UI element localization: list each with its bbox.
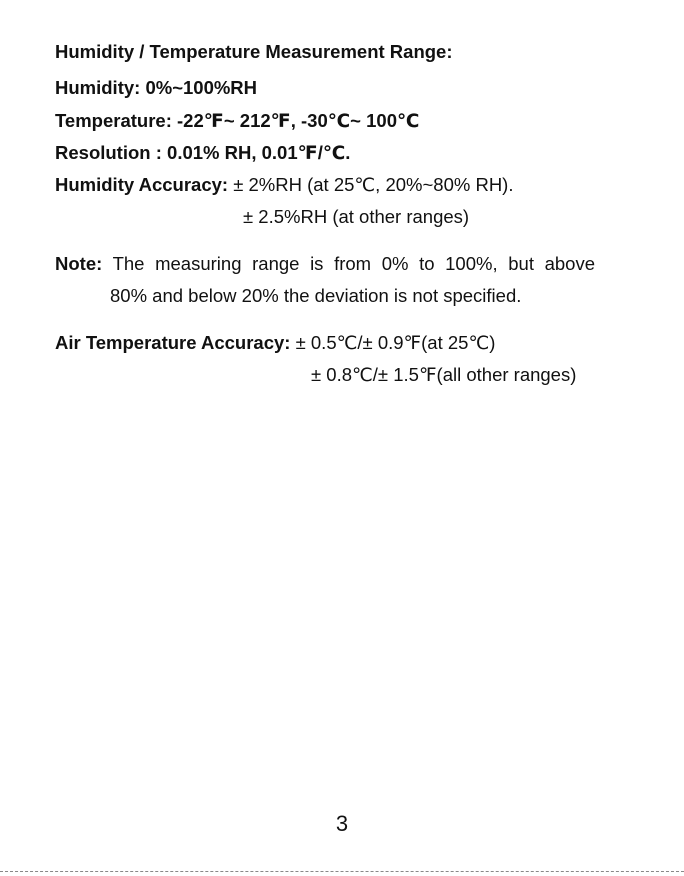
- humidity-accuracy-value-1: ± 2%RH (at 25℃, 20%~80% RH).: [233, 174, 514, 195]
- page-number: 3: [335, 811, 349, 836]
- air-temperature-accuracy-value-1: ± 0.5℃/± 0.9℉(at 25℃): [295, 332, 496, 353]
- air-temperature-accuracy-value-2: ± 0.8℃/± 1.5℉(all other ranges): [311, 364, 577, 385]
- humidity-value: 0%~100%RH: [145, 77, 258, 98]
- note-label: Note:: [55, 253, 103, 274]
- note-block: [55, 253, 595, 275]
- temperature-label: Temperature:: [55, 110, 172, 131]
- resolution-value: 0.01% RH, 0.01℉/℃.: [167, 142, 351, 163]
- temperature-value: -22℉~ 212℉, -30℃~ 100℃: [177, 110, 420, 131]
- note-first-line: [55, 253, 595, 275]
- humidity-accuracy-label: Humidity Accuracy:: [55, 174, 229, 195]
- humidity-accuracy-row: [55, 174, 513, 196]
- page-bottom-edge: [0, 871, 684, 872]
- humidity-accuracy-value-2: ± 2.5%RH (at other ranges): [243, 206, 470, 227]
- temperature-range-row: [55, 110, 419, 132]
- resolution-row: [55, 142, 350, 164]
- humidity-label: Humidity:: [55, 77, 141, 98]
- note-text-2: 80% and below 20% the deviation is not specified.: [110, 285, 522, 306]
- humidity-range-row: [55, 77, 257, 99]
- air-temperature-accuracy-row: [55, 332, 495, 354]
- note-text-1: The measuring range is from 0% to 100%, but above: [112, 253, 595, 274]
- measurement-range-heading: Humidity / Temperature Measurement Range:: [55, 41, 453, 62]
- resolution-label: Resolution :: [55, 142, 162, 163]
- air-temperature-accuracy-label: Air Temperature Accuracy:: [55, 332, 291, 353]
